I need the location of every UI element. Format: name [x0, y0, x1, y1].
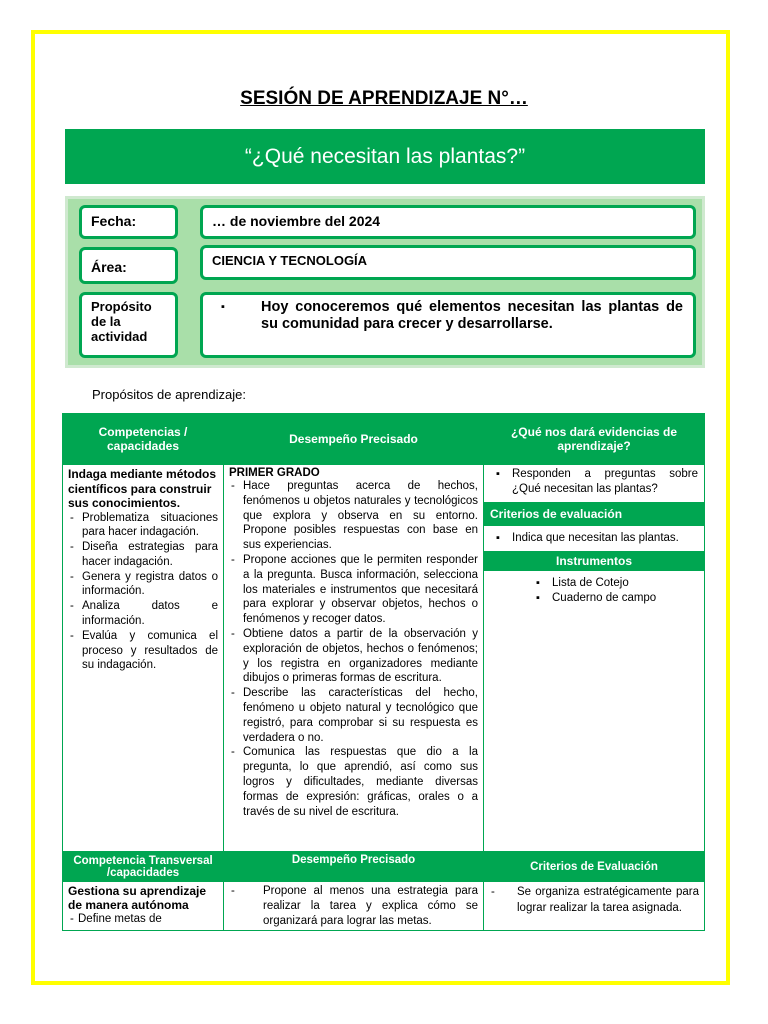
transversal-desempeno-cell	[224, 882, 484, 931]
transversal-criterio: - Se organiza estratégicamente para lograr realizar la tarea asignada.	[489, 884, 699, 916]
instrumento-item: ▪ Lista de Cotejo	[490, 576, 698, 591]
header-evidencias: ¿Qué nos dará evidencias de aprendizaje?	[484, 414, 705, 465]
info-box	[65, 196, 705, 368]
desempeno-item: - Propone acciones que le permiten responder a la pregunta. Busca información, selecciona los materiales e instrumentos que necesitará para explorar y observar objetos, hechos o fenómenos y recoger datos.	[229, 553, 478, 627]
capacidades-list	[68, 511, 218, 674]
grado-label: PRIMER GRADO	[229, 467, 320, 479]
criterios-header: Criterios de evaluación	[484, 502, 704, 526]
capacidad-item: - Problematiza situaciones para hacer indagación.	[68, 511, 218, 541]
fecha-label: Fecha:	[79, 205, 178, 239]
desempenos-cell	[224, 465, 484, 852]
instrumentos-header: Instrumentos	[484, 551, 704, 571]
area-label: Área:	[79, 247, 178, 284]
evidencias-cell	[484, 465, 705, 852]
capacidad-item: - Diseña estrategias para hacer indagación.	[68, 540, 218, 570]
header-criterios-2: Criterios de Evaluación	[484, 852, 705, 882]
instrumento-item: ▪ Cuaderno de campo	[490, 591, 698, 606]
transversal-title: Gestiona su aprendizaje de manera autónoma	[68, 884, 207, 912]
transversal-criterio-cell	[484, 882, 705, 931]
capacidad-item: - Evalúa y comunica el proceso y resultados de su indagación.	[68, 629, 218, 673]
proposito-value: ▪ Hoy conoceremos qué elementos necesitan las plantas de su comunidad para crecer y desarrollarse.	[215, 299, 683, 333]
header-transversal: Competencia Transversal /capacidades	[63, 852, 224, 882]
proposito-box	[200, 292, 696, 358]
area-value: CIENCIA Y TECNOLOGÍA	[200, 245, 696, 280]
capacidad-item: - Genera y registra datos o información.	[68, 570, 218, 600]
transversal-cell	[63, 882, 224, 931]
desempeno-item: - Hace preguntas acerca de hechos, fenómenos u objetos naturales y tecnológicos que explora y observa en su entorno. Propone posibles respuestas con base en sus experiencias.	[229, 479, 478, 553]
session-banner: “¿Qué necesitan las plantas?”	[65, 129, 705, 184]
criterio-item: ▪ Indica que necesitan las plantas.	[490, 531, 698, 546]
desempeno-item: - Describe las características del hecho, fenómeno u objeto natural y tecnológico que registró, para comprobar si su respuesta es verdadera o no.	[229, 686, 478, 745]
desempeno-item: - Comunica las respuestas que dio a la pregunta, lo que aprendió, así como sus logros y dificultades, mediante diversas formas de expresión: gráficas, orales o a través de su nivel de escritura.	[229, 745, 478, 819]
competencia-title: Indaga mediante métodos científicos para construir sus conocimientos.	[68, 467, 217, 510]
desempenos-list	[229, 479, 478, 819]
capacidad-item: - Analiza datos e información.	[68, 599, 218, 629]
learning-table	[62, 413, 705, 931]
propositos-intro: Propósitos de aprendizaje:	[92, 387, 246, 402]
transversal-item: - Define metas de	[68, 912, 218, 927]
evidencia-item: ▪ Responden a preguntas sobre ¿Qué necesitan las plantas?	[490, 467, 698, 497]
proposito-label: Propósito de la actividad	[79, 292, 178, 358]
header-desempeno-2: Desempeño Precisado	[224, 852, 484, 882]
page-title: SESIÓN DE APRENDIZAJE N°…	[240, 88, 528, 109]
header-competencias: Competencias / capacidades	[63, 414, 224, 465]
transversal-desempeno: - Propone al menos una estrategia para realizar la tarea y explica cómo se organizará para lograr las metas.	[229, 884, 478, 928]
competencias-cell	[63, 465, 224, 852]
header-desempeno: Desempeño Precisado	[224, 414, 484, 465]
desempeno-item: - Obtiene datos a partir de la observación y exploración de objetos, hechos o fenómenos; y los registra en organizadores mediante dibujos o primeras formas de escritura.	[229, 627, 478, 686]
fecha-value: … de noviembre del 2024	[200, 205, 696, 239]
